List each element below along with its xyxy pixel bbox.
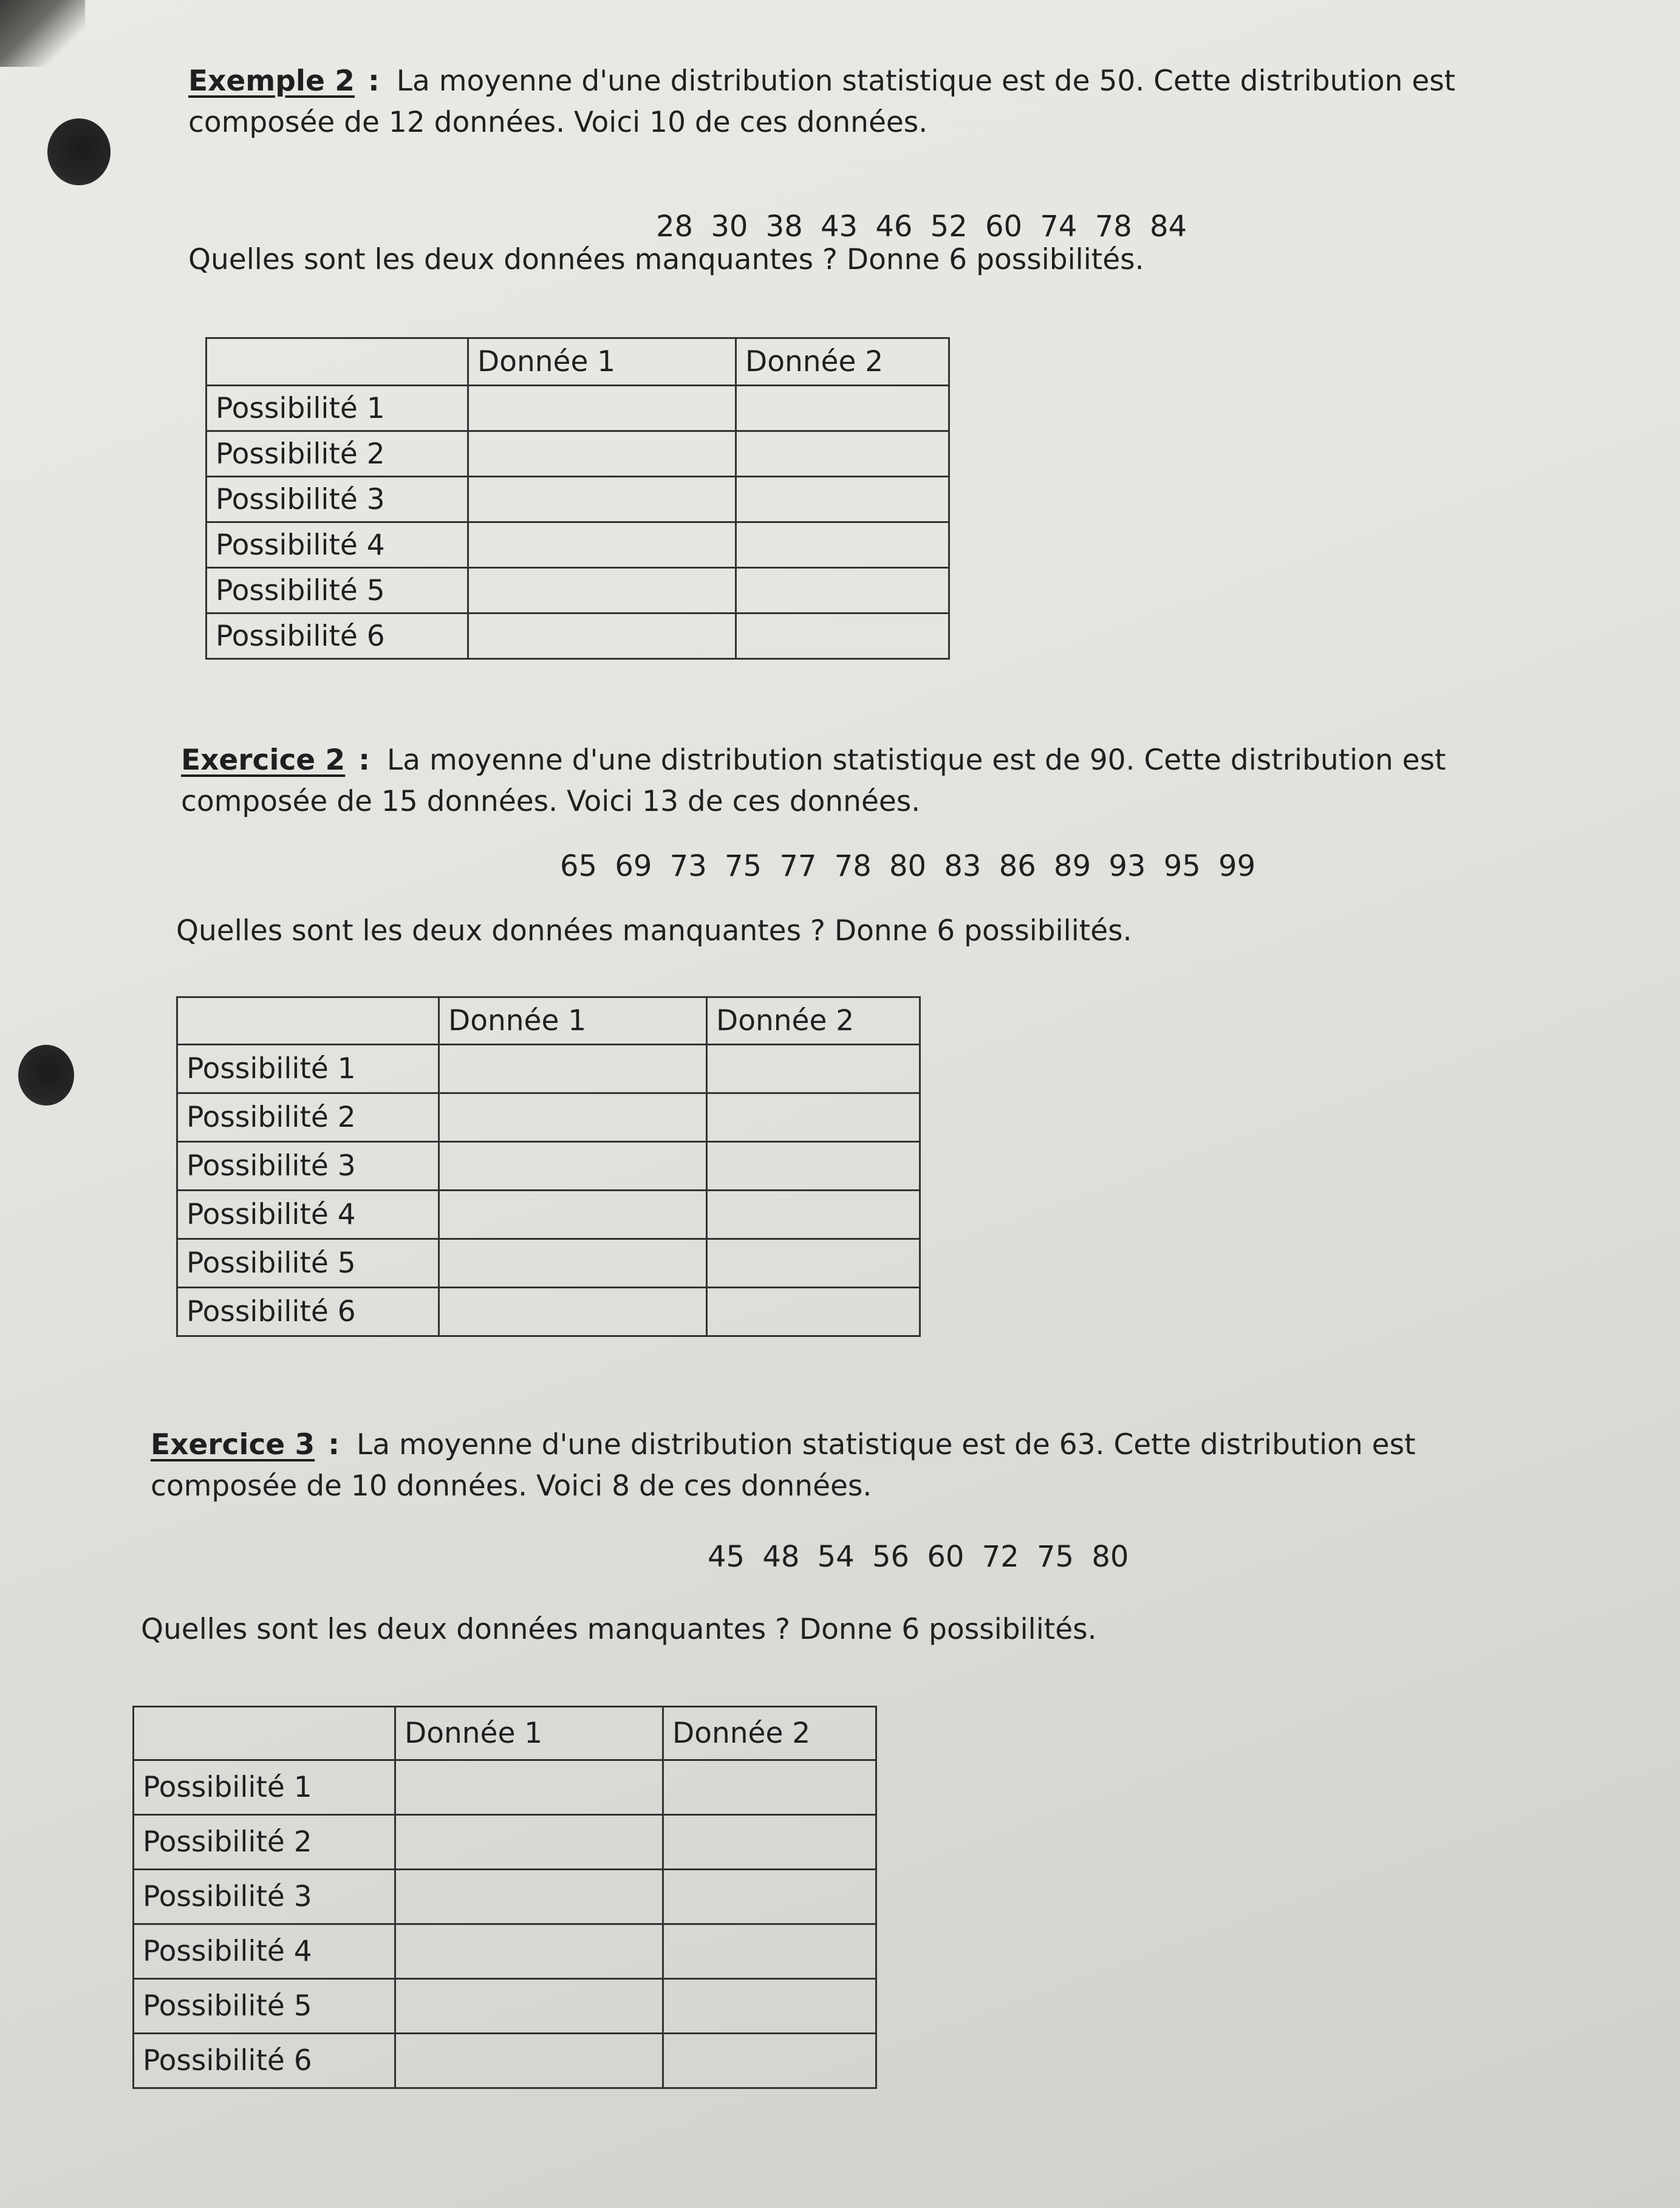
- answer-cell[interactable]: [663, 1760, 876, 1815]
- exercise3-line1: La moyenne d'une distribution statistique est de 63. Cette distribution est: [357, 1428, 1416, 1461]
- answer-cell[interactable]: [395, 1979, 663, 2034]
- answer-cell[interactable]: [707, 1142, 920, 1191]
- table-row: [177, 1142, 920, 1191]
- table-header-cell: Donnée 1: [468, 338, 736, 386]
- exercise3-colon: :: [328, 1428, 340, 1461]
- exercise2-numbers: 65 69 73 75 77 78 80 83 86 89 93 95 99: [560, 849, 1256, 883]
- answer-cell[interactable]: [736, 614, 949, 659]
- answer-cell[interactable]: [663, 1924, 876, 1979]
- answer-cell[interactable]: [663, 1870, 876, 1924]
- answer-cell[interactable]: [736, 522, 949, 568]
- answer-cell[interactable]: [468, 477, 736, 522]
- table-row: [177, 1239, 920, 1288]
- answer-cell[interactable]: [707, 1191, 920, 1239]
- answer-cell[interactable]: [736, 431, 949, 477]
- example2-line2: composée de 12 données. Voici 10 de ces données.: [188, 106, 928, 140]
- table-header-cell: Donnée 1: [395, 1707, 663, 1760]
- example2-colon: :: [367, 64, 380, 98]
- answer-cell[interactable]: [707, 1239, 920, 1288]
- exercise2-line1: La moyenne d'une distribution statistique est de 90. Cette distribution est: [387, 743, 1446, 777]
- table-row: [207, 386, 949, 431]
- row-label: Possibilité 4: [134, 1924, 395, 1979]
- row-label: Possibilité 4: [177, 1191, 439, 1239]
- exercise3-table: [132, 1706, 877, 2089]
- row-label: Possibilité 3: [177, 1142, 439, 1191]
- row-label: Possibilité 6: [207, 614, 468, 659]
- answer-cell[interactable]: [395, 2034, 663, 2088]
- answer-cell[interactable]: [663, 2034, 876, 2088]
- example2-table: [205, 337, 950, 660]
- table-header-row: [207, 338, 949, 386]
- row-label: Possibilité 4: [207, 522, 468, 568]
- exercise2-colon: :: [358, 743, 370, 777]
- table-header-cell: [177, 997, 439, 1045]
- binder-hole-top: [47, 118, 111, 185]
- row-label: Possibilité 6: [177, 1288, 439, 1336]
- table-row: [134, 2034, 876, 2088]
- table-row: [134, 1870, 876, 1924]
- row-label: Possibilité 1: [177, 1045, 439, 1093]
- row-label: Possibilité 2: [177, 1093, 439, 1142]
- row-label: Possibilité 1: [134, 1760, 395, 1815]
- row-label: Possibilité 2: [134, 1815, 395, 1870]
- answer-cell[interactable]: [468, 386, 736, 431]
- table-row: [207, 568, 949, 614]
- answer-cell[interactable]: [736, 386, 949, 431]
- table-row: [134, 1924, 876, 1979]
- table-row: [207, 614, 949, 659]
- row-label: Possibilité 3: [134, 1870, 395, 1924]
- answer-cell[interactable]: [663, 1815, 876, 1870]
- table-row: [207, 477, 949, 522]
- answer-cell[interactable]: [468, 522, 736, 568]
- exercise3-question: Quelles sont les deux données manquantes ? Donne 6 possibilités.: [141, 1613, 1097, 1646]
- answer-cell[interactable]: [439, 1191, 707, 1239]
- table-header-cell: Donnée 2: [707, 997, 920, 1045]
- row-label: Possibilité 3: [207, 477, 468, 522]
- answer-cell[interactable]: [663, 1979, 876, 2034]
- answer-cell[interactable]: [468, 431, 736, 477]
- example2-question: Quelles sont les deux données manquantes ? Donne 6 possibilités.: [188, 243, 1144, 276]
- answer-cell[interactable]: [707, 1288, 920, 1336]
- answer-cell[interactable]: [439, 1093, 707, 1142]
- exercise3-statement: [151, 1424, 1416, 1507]
- table-row: [177, 1191, 920, 1239]
- answer-cell[interactable]: [395, 1815, 663, 1870]
- row-label: Possibilité 2: [207, 431, 468, 477]
- answer-cell[interactable]: [395, 1924, 663, 1979]
- answer-cell[interactable]: [468, 568, 736, 614]
- example2-heading: Exemple 2: [188, 64, 355, 98]
- answer-cell[interactable]: [707, 1093, 920, 1142]
- answer-cell[interactable]: [736, 477, 949, 522]
- answer-cell[interactable]: [468, 614, 736, 659]
- table-header-cell: Donnée 2: [663, 1707, 876, 1760]
- table-row: [207, 431, 949, 477]
- exercise2-heading: Exercice 2: [181, 743, 346, 777]
- table-header-cell: Donnée 1: [439, 997, 707, 1045]
- answer-cell[interactable]: [439, 1142, 707, 1191]
- answer-cell[interactable]: [439, 1045, 707, 1093]
- exercise2-line2: composée de 15 données. Voici 13 de ces données.: [181, 785, 921, 819]
- row-label: Possibilité 1: [207, 386, 468, 431]
- table-header-row: [177, 997, 920, 1045]
- row-label: Possibilité 6: [134, 2034, 395, 2088]
- exercise2-statement: [181, 740, 1446, 822]
- table-row: [177, 1045, 920, 1093]
- exercise3-line2: composée de 10 données. Voici 8 de ces données.: [151, 1469, 872, 1503]
- row-label: Possibilité 5: [207, 568, 468, 614]
- answer-cell[interactable]: [707, 1045, 920, 1093]
- exercise3-numbers: 45 48 54 56 60 72 75 80: [708, 1540, 1129, 1574]
- exercise2-question: Quelles sont les deux données manquantes ? Donne 6 possibilités.: [176, 914, 1132, 948]
- answer-cell[interactable]: [439, 1239, 707, 1288]
- table-row: [207, 522, 949, 568]
- exercise2-table: [176, 996, 921, 1337]
- table-header-row: [134, 1707, 876, 1760]
- row-label: Possibilité 5: [134, 1979, 395, 2034]
- example2-numbers: 28 30 38 43 46 52 60 74 78 84: [656, 210, 1187, 244]
- answer-cell[interactable]: [395, 1760, 663, 1815]
- table-header-cell: Donnée 2: [736, 338, 949, 386]
- table-row: [134, 1760, 876, 1815]
- row-label: Possibilité 5: [177, 1239, 439, 1288]
- answer-cell[interactable]: [439, 1288, 707, 1336]
- answer-cell[interactable]: [395, 1870, 663, 1924]
- page-corner-shadow: [0, 0, 85, 67]
- binder-hole-middle: [18, 1045, 74, 1106]
- answer-cell[interactable]: [736, 568, 949, 614]
- table-row: [134, 1979, 876, 2034]
- table-row: [177, 1288, 920, 1336]
- table-row: [177, 1093, 920, 1142]
- table-header-cell: [134, 1707, 395, 1760]
- example2-statement: [188, 61, 1455, 143]
- exercise3-heading: Exercice 3: [151, 1428, 315, 1461]
- example2-line1: La moyenne d'une distribution statistique est de 50. Cette distribution est: [396, 64, 1456, 98]
- table-row: [134, 1815, 876, 1870]
- table-header-cell: [207, 338, 468, 386]
